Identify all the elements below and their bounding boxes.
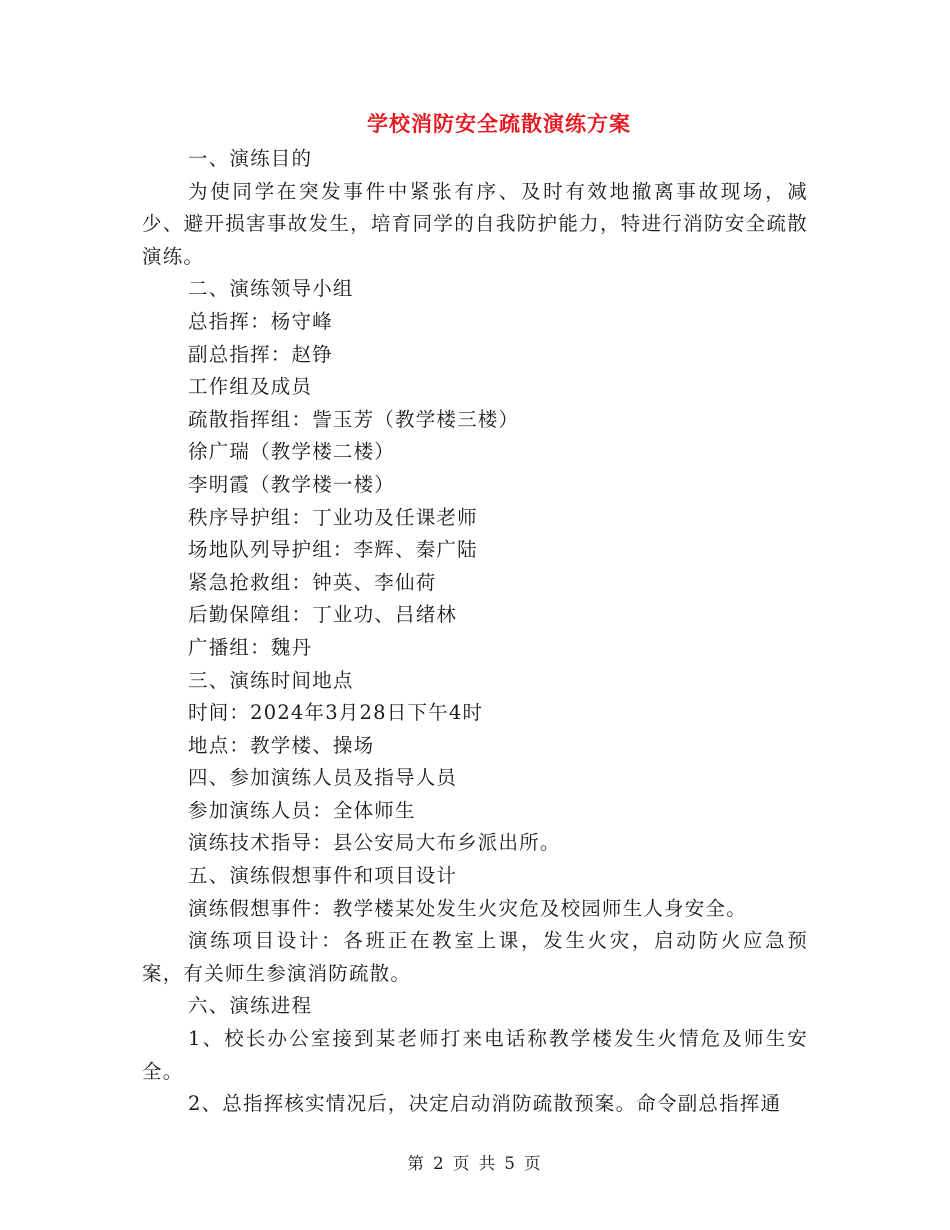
body-paragraph: 2、总指挥核实情况后，决定启动消防疏散预案。命令副总指挥通	[188, 1092, 782, 1116]
section-heading: 三、演练时间地点	[188, 668, 354, 692]
body-line: 参加演练人员：全体师生	[188, 798, 416, 822]
body-line: 工作组及成员	[188, 375, 313, 399]
page-number-footer: 第 2 页 共 5 页	[407, 1154, 543, 1173]
section-heading: 二、演练领导小组	[188, 277, 354, 301]
section-heading: 四、参加演练人员及指导人员	[188, 766, 458, 790]
document-body	[142, 143, 808, 1121]
body-paragraph: 演练项目设计：各班正在教室上课，发生火灾，启动防火应急预案，有关师生参演消防疏散。	[142, 929, 808, 985]
section-heading: 五、演练假想事件和项目设计	[188, 864, 458, 888]
body-paragraph: 1、校长办公室接到某老师打来电话称教学楼发生火情危及师生安全。	[142, 1027, 808, 1083]
body-line: 紧急抢救组：钟英、李仙荷	[188, 570, 437, 594]
section-heading: 六、演练进程	[188, 994, 313, 1018]
body-line: 地点：教学楼、操场	[188, 733, 375, 757]
body-line: 总指挥：杨守峰	[188, 309, 333, 333]
body-line: 疏散指挥组：訾玉芳（教学楼三楼）	[188, 407, 520, 431]
body-line: 广播组：魏丹	[188, 635, 313, 659]
section-heading: 一、演练目的	[188, 147, 313, 170]
body-line: 秩序导护组：丁业功及任课老师	[188, 505, 478, 529]
body-line: 李明霞（教学楼一楼）	[188, 472, 396, 496]
body-paragraph: 为使同学在突发事件中紧张有序、及时有效地撤离事故现场，减少、避开损害事故发生，培育同学的自我防护能力，特进行消防安全疏散演练。	[142, 179, 808, 268]
body-line: 演练技术指导：县公安局大布乡派出所。	[188, 831, 561, 855]
body-line: 徐广瑞（教学楼二楼）	[188, 440, 396, 464]
body-line: 场地队列导护组：李辉、秦广陆	[188, 538, 478, 562]
body-line: 副总指挥：赵铮	[188, 342, 333, 366]
document-title: 学校消防安全疏散演练方案	[367, 111, 631, 136]
body-line: 后勤保障组：丁业功、吕绪林	[188, 603, 458, 627]
body-line: 时间：2024年3月28日下午4时	[188, 701, 484, 725]
body-line: 演练假想事件：教学楼某处发生火灾危及校园师生人身安全。	[188, 896, 747, 920]
